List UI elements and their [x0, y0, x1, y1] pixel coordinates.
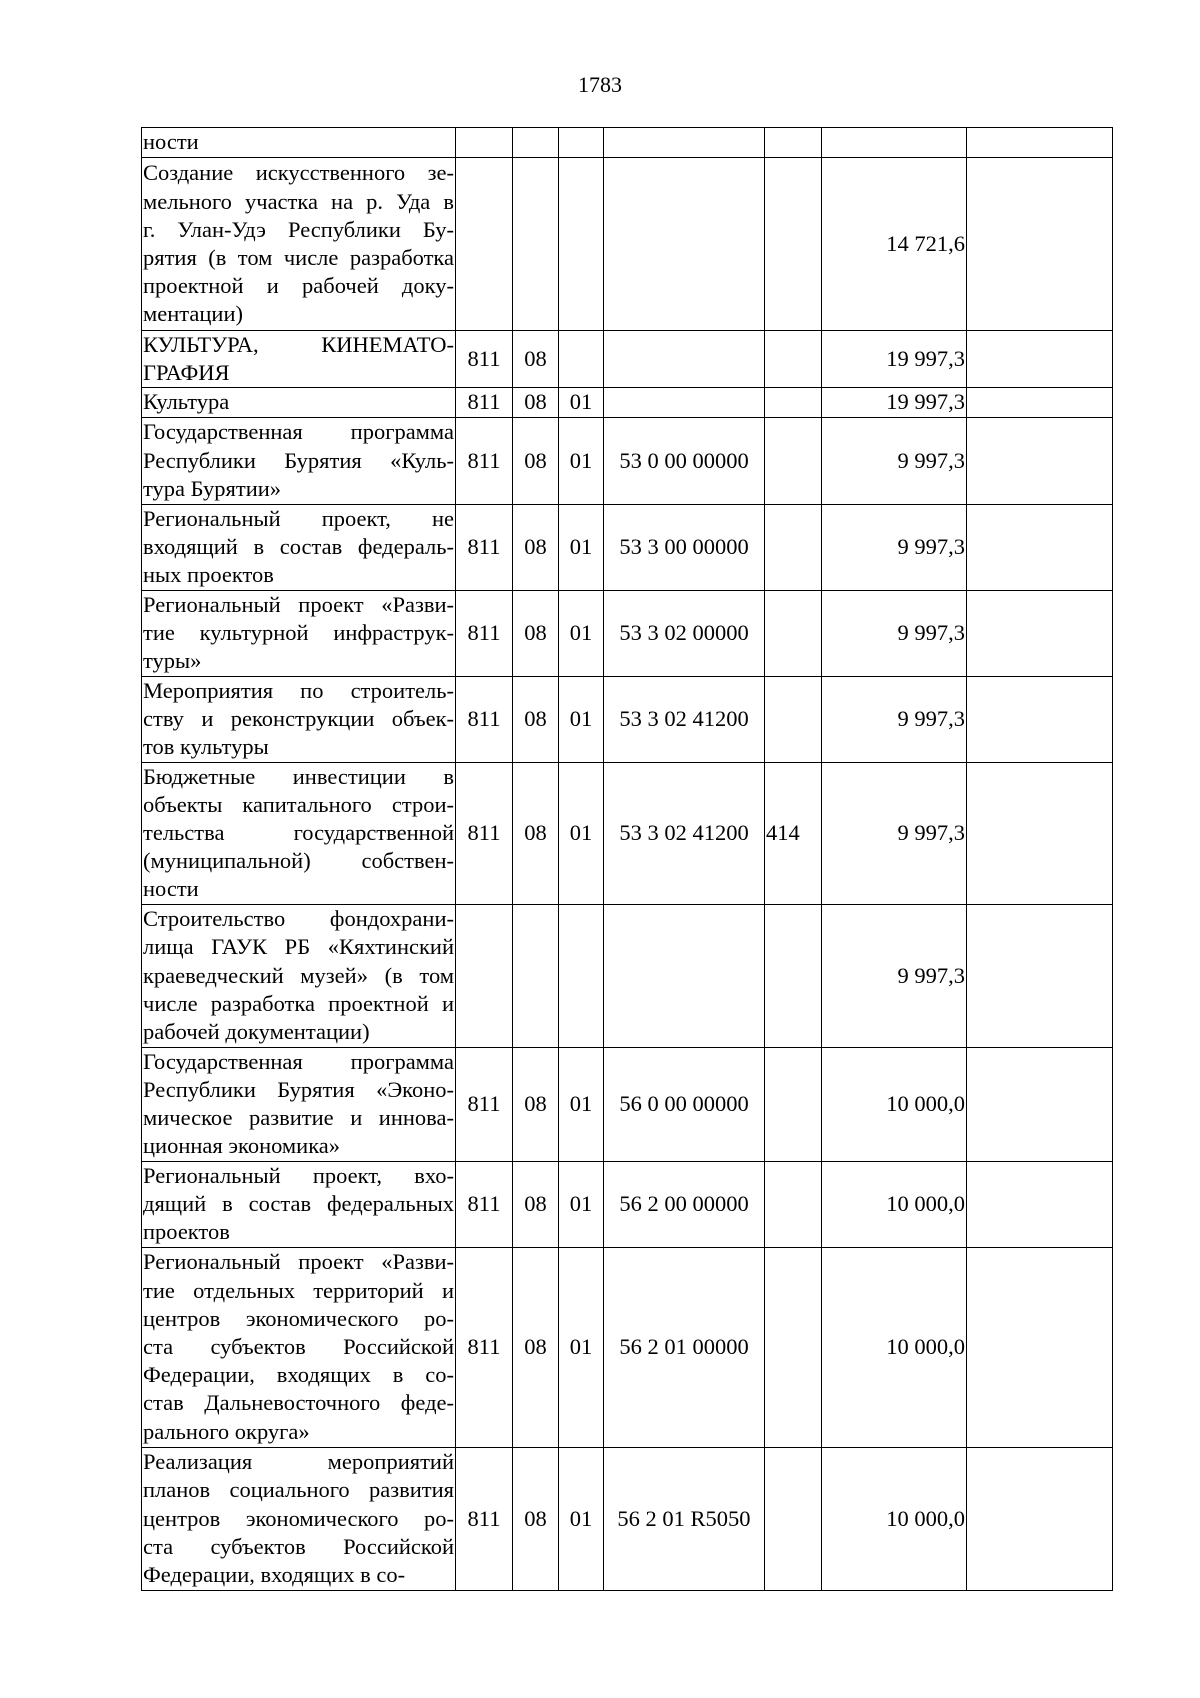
row-name-line: планов социального развития — [143, 1477, 454, 1503]
admin-code-cell: 811 — [456, 1161, 513, 1247]
row-name-line: ности — [143, 129, 199, 155]
admin-code-cell: 811 — [456, 388, 513, 417]
row-name-line: Региональный проект «Разви- — [143, 591, 454, 617]
row-name-line: тура Бурятии» — [143, 475, 282, 501]
section-code-cell: 08 — [513, 388, 559, 417]
row-name-line: ста субъектов Российской — [143, 1334, 454, 1360]
row-name-line: ционная экономика» — [143, 1133, 341, 1159]
empty-cell — [967, 1447, 1113, 1590]
row-name-line: рального округа» — [143, 1418, 310, 1444]
section-code-cell: 08 — [513, 1047, 559, 1161]
row-name-line: Республики Бурятия «Эконо- — [143, 1076, 454, 1102]
empty-cell — [967, 762, 1113, 904]
section-code-cell — [513, 128, 559, 158]
amount-cell: 9 997,3 — [822, 417, 967, 504]
empty-cell — [967, 1247, 1113, 1447]
row-name-line: объекты капитального строи- — [143, 791, 454, 817]
section-code-cell: 08 — [513, 1447, 559, 1590]
row-name-cell — [142, 1047, 456, 1161]
subsection-code-cell: 01 — [559, 1161, 604, 1247]
target-article-cell — [604, 331, 765, 388]
empty-cell — [967, 676, 1113, 762]
target-article-cell: 53 3 00 00000 — [604, 504, 765, 590]
admin-code-cell: 811 — [456, 590, 513, 676]
empty-cell — [967, 1161, 1113, 1247]
section-code-cell: 08 — [513, 417, 559, 504]
row-name-line: Региональный проект, вхо- — [143, 1162, 454, 1188]
section-code-cell: 08 — [513, 762, 559, 904]
row-name-line: тельства государственной — [143, 820, 454, 846]
row-name-line: лища ГАУК РБ «Кяхтинский — [143, 934, 454, 960]
target-article-cell: 53 3 02 41200 — [604, 676, 765, 762]
subsection-code-cell: 01 — [559, 676, 604, 762]
row-name-line: входящий в состав федераль- — [143, 534, 454, 559]
amount-cell: 10 000,0 — [822, 1047, 967, 1161]
empty-cell — [967, 388, 1113, 417]
table-row — [142, 904, 1113, 1047]
table-row — [142, 1247, 1113, 1447]
row-name-line: КУЛЬТУРА, КИНЕМАТО- — [143, 332, 454, 357]
section-code-cell: 08 — [513, 676, 559, 762]
row-name-line: (муниципальной) собствен- — [143, 848, 454, 874]
budget-table-body — [142, 128, 1113, 1591]
row-name-line: Создание искусственного зе- — [143, 160, 454, 186]
target-article-cell: 56 2 01 R5050 — [604, 1447, 765, 1590]
row-name-line: ности — [143, 876, 199, 902]
expense-type-cell — [765, 331, 822, 388]
row-name-line: Культура — [143, 389, 230, 415]
row-name-line: мическое развитие и иннова- — [143, 1105, 454, 1131]
row-name-line: Республики Бурятия «Куль- — [143, 447, 454, 473]
row-name-line: Региональный проект «Разви- — [143, 1249, 454, 1275]
admin-code-cell: 811 — [456, 331, 513, 388]
subsection-code-cell: 01 — [559, 1047, 604, 1161]
row-name-cell — [142, 590, 456, 676]
table-row — [142, 676, 1113, 762]
empty-cell — [967, 1047, 1113, 1161]
table-row — [142, 158, 1113, 331]
row-name-line: ментации) — [143, 301, 243, 327]
subsection-code-cell: 01 — [559, 504, 604, 590]
expense-type-cell — [765, 676, 822, 762]
row-name-line: став Дальневосточного феде- — [143, 1390, 454, 1416]
admin-code-cell: 811 — [456, 676, 513, 762]
subsection-code-cell — [559, 128, 604, 158]
subsection-code-cell: 01 — [559, 1447, 604, 1590]
row-name-cell — [142, 1247, 456, 1447]
empty-cell — [967, 128, 1113, 158]
target-article-cell — [604, 158, 765, 331]
amount-cell: 10 000,0 — [822, 1447, 967, 1590]
expense-type-cell — [765, 1447, 822, 1590]
target-article-cell: 53 0 00 00000 — [604, 417, 765, 504]
section-code-cell: 08 — [513, 590, 559, 676]
row-name-line: краеведческий музей» (в том — [143, 962, 454, 988]
admin-code-cell — [456, 158, 513, 331]
admin-code-cell: 811 — [456, 1047, 513, 1161]
subsection-code-cell: 01 — [559, 388, 604, 417]
amount-cell: 9 997,3 — [822, 762, 967, 904]
table-row — [142, 1047, 1113, 1161]
target-article-cell: 53 3 02 00000 — [604, 590, 765, 676]
section-code-cell — [513, 904, 559, 1047]
amount-cell: 14 721,6 — [822, 158, 967, 331]
target-article-cell — [604, 128, 765, 158]
expense-type-cell — [765, 388, 822, 417]
row-name-cell — [142, 904, 456, 1047]
expense-type-cell — [765, 1047, 822, 1161]
amount-cell: 19 997,3 — [822, 331, 967, 388]
row-name-cell — [142, 158, 456, 331]
empty-cell — [967, 904, 1113, 1047]
admin-code-cell: 811 — [456, 417, 513, 504]
row-name-line: числе разработка проектной и — [143, 990, 454, 1016]
row-name-line: тие культурной инфраструк- — [143, 620, 454, 645]
subsection-code-cell: 01 — [559, 1247, 604, 1447]
subsection-code-cell: 01 — [559, 590, 604, 676]
section-code-cell: 08 — [513, 1161, 559, 1247]
target-article-cell — [604, 904, 765, 1047]
row-name-line: центров экономического ро- — [143, 1305, 454, 1331]
target-article-cell: 56 2 00 00000 — [604, 1161, 765, 1247]
expense-type-cell — [765, 590, 822, 676]
target-article-cell: 56 0 00 00000 — [604, 1047, 765, 1161]
section-code-cell: 08 — [513, 331, 559, 388]
section-code-cell: 08 — [513, 504, 559, 590]
row-name-cell — [142, 762, 456, 904]
row-name-line: рятия (в том числе разработка — [143, 245, 454, 270]
subsection-code-cell — [559, 331, 604, 388]
row-name-line: Реализация мероприятий — [143, 1449, 454, 1475]
admin-code-cell — [456, 904, 513, 1047]
subsection-code-cell — [559, 904, 604, 1047]
admin-code-cell — [456, 128, 513, 158]
expense-type-cell — [765, 417, 822, 504]
row-name-line: рабочей документации) — [143, 1018, 370, 1044]
row-name-line: проектов — [143, 1219, 230, 1245]
amount-cell: 9 997,3 — [822, 590, 967, 676]
table-row — [142, 417, 1113, 504]
amount-cell: 19 997,3 — [822, 388, 967, 417]
row-name-cell — [142, 331, 456, 388]
row-name-cell — [142, 417, 456, 504]
expense-type-cell — [765, 1247, 822, 1447]
row-name-line: тие отдельных территорий и — [143, 1277, 454, 1303]
subsection-code-cell: 01 — [559, 417, 604, 504]
expense-type-cell — [765, 504, 822, 590]
row-name-line: центров экономического ро- — [143, 1505, 454, 1531]
row-name-cell — [142, 128, 456, 158]
section-code-cell: 08 — [513, 1247, 559, 1447]
table-row — [142, 1161, 1113, 1247]
row-name-line: Региональный проект, не — [143, 505, 454, 531]
section-code-cell — [513, 158, 559, 331]
row-name-line: Государственная программа — [143, 419, 454, 445]
row-name-line: ных проектов — [143, 562, 274, 588]
admin-code-cell: 811 — [456, 504, 513, 590]
admin-code-cell: 811 — [456, 762, 513, 904]
row-name-line: проектной и рабочей доку- — [143, 273, 454, 299]
table-row — [142, 128, 1113, 158]
row-name-line: тов культуры — [143, 734, 269, 760]
admin-code-cell: 811 — [456, 1247, 513, 1447]
table-row — [142, 1447, 1113, 1590]
row-name-cell — [142, 504, 456, 590]
amount-cell: 9 997,3 — [822, 504, 967, 590]
row-name-line: Федерации, входящих в со- — [143, 1561, 406, 1587]
empty-cell — [967, 504, 1113, 590]
amount-cell — [822, 128, 967, 158]
row-name-cell — [142, 1447, 456, 1590]
target-article-cell: 53 3 02 41200 — [604, 762, 765, 904]
expense-type-cell: 414 — [765, 762, 822, 904]
row-name-cell — [142, 388, 456, 417]
row-name-line: ста субъектов Российской — [143, 1533, 454, 1559]
amount-cell: 9 997,3 — [822, 676, 967, 762]
table-row — [142, 388, 1113, 417]
table-row — [142, 762, 1113, 904]
table-row — [142, 590, 1113, 676]
expense-type-cell — [765, 128, 822, 158]
row-name-line: Федерации, входящих в со- — [143, 1362, 454, 1388]
empty-cell — [967, 331, 1113, 388]
amount-cell: 10 000,0 — [822, 1161, 967, 1247]
empty-cell — [967, 417, 1113, 504]
row-name-line: Бюджетные инвестиции в — [143, 763, 454, 789]
table-row — [142, 331, 1113, 388]
amount-cell: 9 997,3 — [822, 904, 967, 1047]
row-name-cell — [142, 676, 456, 762]
row-name-line: ГРАФИЯ — [143, 360, 230, 386]
expense-type-cell — [765, 158, 822, 331]
table-row — [142, 504, 1113, 590]
budget-table — [141, 127, 1113, 1591]
subsection-code-cell: 01 — [559, 762, 604, 904]
row-name-line: Государственная программа — [143, 1048, 454, 1074]
amount-cell: 10 000,0 — [822, 1247, 967, 1447]
row-name-line: туры» — [143, 648, 202, 674]
expense-type-cell — [765, 904, 822, 1047]
subsection-code-cell — [559, 158, 604, 331]
row-name-line: Строительство фондохрани- — [143, 906, 454, 932]
target-article-cell — [604, 388, 765, 417]
target-article-cell: 56 2 01 00000 — [604, 1247, 765, 1447]
row-name-line: дящий в состав федеральных — [143, 1191, 454, 1217]
empty-cell — [967, 590, 1113, 676]
row-name-line: г. Улан-Удэ Республики Бу- — [143, 216, 454, 242]
row-name-line: мельного участка на р. Уда в — [143, 188, 454, 214]
admin-code-cell: 811 — [456, 1447, 513, 1590]
expense-type-cell — [765, 1161, 822, 1247]
page-number: 1783 — [578, 72, 622, 97]
row-name-cell — [142, 1161, 456, 1247]
row-name-line: Мероприятия по строитель- — [143, 677, 454, 703]
empty-cell — [967, 158, 1113, 331]
row-name-line: ству и реконструкции объек- — [143, 706, 454, 731]
